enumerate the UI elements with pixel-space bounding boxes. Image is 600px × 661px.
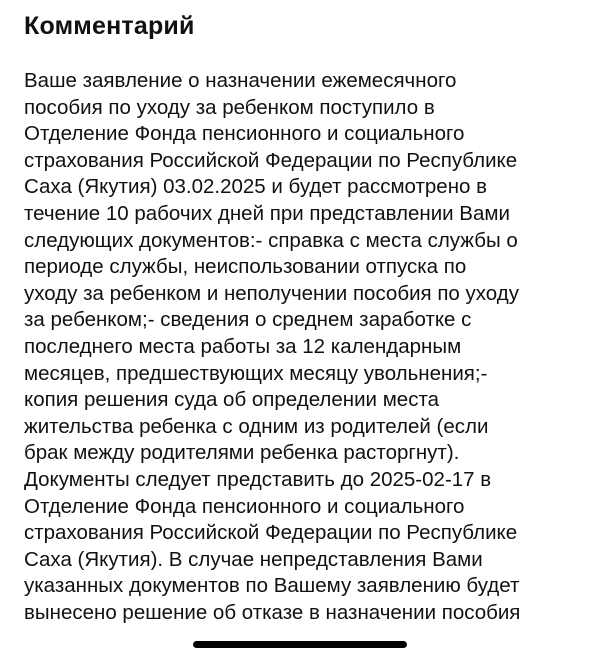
comment-line: уходу за ребенком и неполучении пособия по уходу [24,281,519,305]
comment-line: Саха (Якутия). В случае непредставления Вами [24,547,483,571]
comment-line: Ваше заявление о назначении ежемесячного [24,69,457,92]
comment-line: течение 10 рабочих дней при представлении Вами [24,201,510,225]
comment-line: страхования Российской Федерации по Республике [24,521,518,545]
home-indicator[interactable] [193,641,407,648]
comment-line: следующих документов:- справка с места службы о [24,228,518,252]
comment-line: копия решения суда об определении места [24,388,440,412]
comment-line: Документы следует представить до 2025-02-17 в [24,467,492,491]
page-title: Комментарий [24,12,195,40]
comment-line: пособия по уходу за ребенком поступило в [24,95,435,119]
comment-line: указанных документов по Вашему заявлению будет [24,574,520,598]
comment-line: брак между родителями ребенка расторгнут). [24,441,460,465]
comment-line: Саха (Якутия) 03.02.2025 и будет рассмотрено в [24,175,488,199]
comment-line: страхования Российской Федерации по Республике [24,148,518,172]
comment-text [24,68,584,626]
comment-line: Отделение Фонда пенсионного и социального [24,122,465,146]
comment-line: жительства ребенка с одним из родителей (если [24,414,489,438]
comment-line: Отделение Фонда пенсионного и социального [24,494,465,518]
comment-line: за ребенком;- сведения о среднем заработке с [24,308,472,332]
comment-line: периоде службы, неиспользовании отпуска по [24,255,467,279]
comment-line: вынесено решение об отказе в назначении пособия [24,600,521,624]
comment-line: месяцев, предшествующих месяцу увольнения;- [24,361,488,385]
comment-line: последнего места работы за 12 календарным [24,334,462,358]
